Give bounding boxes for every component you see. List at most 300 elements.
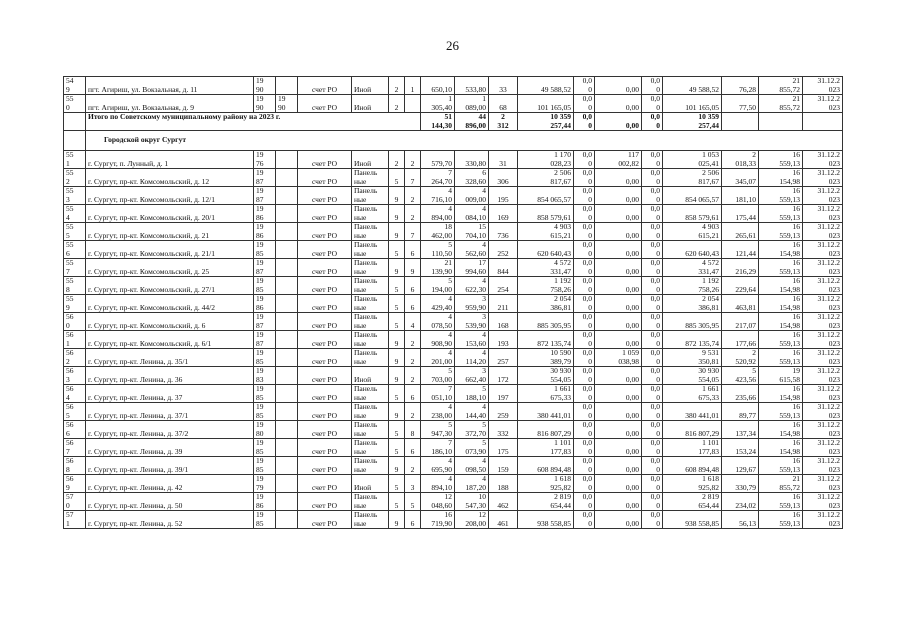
cell-residents: 254 xyxy=(489,277,518,295)
cell-year-built: 19 80 xyxy=(254,421,276,439)
cell-floors: 5 xyxy=(389,493,405,511)
cell-cost-per-sqm: 229,64 xyxy=(722,277,759,295)
cell-address: пгт. Агириш, ул. Вокзальная, д. 9 xyxy=(86,95,254,113)
cell-total-cost: 30 930 554,05 xyxy=(518,367,574,385)
cell-fund-regional: 0,00 xyxy=(595,385,642,403)
cell-fund-owners: 885 305,95 xyxy=(663,313,722,331)
cell-row-number: 55 8 xyxy=(64,277,86,295)
cell-entrances: 2 xyxy=(405,205,421,223)
cell-address: г. Сургут, пр-кт. Ленина, д. 52 xyxy=(86,511,254,529)
cell-address: г. Сургут, пр-кт. Комсомольский, д. 12/1 xyxy=(86,187,254,205)
cell-wall-material: Панель ные xyxy=(352,331,389,349)
cell-cost-limit: 16 559,13 xyxy=(759,205,803,223)
cell-fund-local: 0,0 0 xyxy=(642,403,663,421)
cell-total-cost: 101 165,05 xyxy=(518,95,574,113)
cell-fund-owners: 9 531 350,81 xyxy=(663,349,722,367)
cell-address: г. Сургут, пр-кт. Ленина, д. 37/2 xyxy=(86,421,254,439)
cell-fund-local: 0,0 0 xyxy=(642,313,663,331)
cell-wall-material: Панель ные xyxy=(352,385,389,403)
cell-cost-limit: 21 855,72 xyxy=(759,95,803,113)
cell-cost-per-sqm: 129,67 xyxy=(722,457,759,475)
cell-cost-per-sqm: 56,13 xyxy=(722,511,759,529)
cell-fund-owners: 2 506 817,67 xyxy=(663,169,722,187)
cell-floors: 5 xyxy=(389,169,405,187)
cell-row-number: 55 2 xyxy=(64,169,86,187)
cell-completion-date: 31.12.2 023 xyxy=(803,331,843,349)
cell-fund-federal: 0,0 0 xyxy=(574,77,595,95)
total-row xyxy=(64,113,843,131)
cell-total-area: 12 048,60 xyxy=(421,493,455,511)
cell-cost-per-sqm: 2 018,33 xyxy=(722,151,759,169)
cell-total-cost: 4 903 615,21 xyxy=(518,223,574,241)
cell-entrances: 6 xyxy=(405,241,421,259)
cell-total-cost: 1 170 028,23 xyxy=(518,151,574,169)
cell-fund-method: счет РО xyxy=(298,77,352,95)
cell-address: г. Сургут, пр-кт. Ленина, д. 37 xyxy=(86,385,254,403)
cell-wall-material: Иной xyxy=(352,367,389,385)
cell-fund-method: счет РО xyxy=(298,385,352,403)
cell-fund-method: счет РО xyxy=(298,277,352,295)
cell-entrances: 5 xyxy=(405,493,421,511)
cell-fund-owners: 1 661 675,33 xyxy=(663,385,722,403)
cell-wall-material: Панель ные xyxy=(352,439,389,457)
table-row xyxy=(64,493,843,511)
cell-living-area: 4 098,50 xyxy=(455,457,489,475)
cell-fund-local: 0,0 0 xyxy=(642,77,663,95)
cell-total-area: 4 201,00 xyxy=(421,349,455,367)
cell-residents: 175 xyxy=(489,439,518,457)
cell-completion-date: 31.12.2 023 xyxy=(803,403,843,421)
table-row xyxy=(64,349,843,367)
table-row xyxy=(64,277,843,295)
cell-fund-local: 0,0 0 xyxy=(642,511,663,529)
cell-year-commissioned xyxy=(276,439,298,457)
cell-fund-method: счет РО xyxy=(298,403,352,421)
cell-residents: 259 xyxy=(489,403,518,421)
total-residents: 2 312 xyxy=(489,113,518,131)
cell-residents: 252 xyxy=(489,241,518,259)
cell-year-commissioned xyxy=(276,313,298,331)
cell-completion-date: 31.12.2 023 xyxy=(803,295,843,313)
cell-address: г. Сургут, пр-кт. Комсомольский, д. 21 xyxy=(86,223,254,241)
table-row xyxy=(64,77,843,95)
cell-completion-date: 31.12.2 023 xyxy=(803,187,843,205)
cell-fund-method: счет РО xyxy=(298,295,352,313)
cell-wall-material: Панель ные xyxy=(352,511,389,529)
cell-year-built: 19 79 xyxy=(254,475,276,493)
cell-total-cost: 4 572 331,47 xyxy=(518,259,574,277)
cell-cost-limit: 16 154,98 xyxy=(759,277,803,295)
cell-cost-limit: 16 559,13 xyxy=(759,331,803,349)
cell-completion-date: 31.12.2 023 xyxy=(803,385,843,403)
cell-fund-owners: 2 819 654,44 xyxy=(663,493,722,511)
cell-cost-limit: 19 615,58 xyxy=(759,367,803,385)
cell-total-cost: 854 065,57 xyxy=(518,187,574,205)
cell-address: г. Сургут, пр-кт. Комсомольский, д. 27/1 xyxy=(86,277,254,295)
cell-total-area: 4 695,90 xyxy=(421,457,455,475)
cell-wall-material: Иной xyxy=(352,77,389,95)
total-total-area: 51 144,30 xyxy=(421,113,455,131)
cell-floors: 2 xyxy=(389,95,405,113)
cell-wall-material: Панель ные xyxy=(352,187,389,205)
cell-living-area: 3 539,90 xyxy=(455,313,489,331)
cell-year-built: 19 85 xyxy=(254,241,276,259)
cell-row-number: 55 1 xyxy=(64,151,86,169)
cell-fund-owners: 1 192 758,26 xyxy=(663,277,722,295)
cell-total-cost: 608 894,48 xyxy=(518,457,574,475)
cell-completion-date: 31.12.2 023 xyxy=(803,457,843,475)
cell-floors: 9 xyxy=(389,511,405,529)
cell-completion-date: 31.12.2 023 xyxy=(803,421,843,439)
table-row xyxy=(64,403,843,421)
cell-fund-federal: 0,0 0 xyxy=(574,241,595,259)
cell-row-number: 56 2 xyxy=(64,349,86,367)
cell-living-area: 4 084,10 xyxy=(455,205,489,223)
cell-entrances: 2 xyxy=(405,331,421,349)
cell-address: г. Сургут, пр-кт. Комсомольский, д. 21/1 xyxy=(86,241,254,259)
cell-total-cost: 858 579,61 xyxy=(518,205,574,223)
cell-wall-material: Панель ные xyxy=(352,223,389,241)
cell-entrances: 4 xyxy=(405,313,421,331)
cell-fund-local: 0,0 0 xyxy=(642,187,663,205)
cell-floors: 2 xyxy=(389,151,405,169)
table-row xyxy=(64,475,843,493)
cell-fund-regional: 0,00 xyxy=(595,475,642,493)
cell-floors: 2 xyxy=(389,77,405,95)
cell-cost-limit: 16 559,13 xyxy=(759,511,803,529)
cell-fund-regional: 0,00 xyxy=(595,367,642,385)
cell-total-cost: 885 305,95 xyxy=(518,313,574,331)
cell-total-area: 18 462,00 xyxy=(421,223,455,241)
cell-residents: 172 xyxy=(489,367,518,385)
cell-living-area: 330,80 xyxy=(455,151,489,169)
cell-fund-owners: 4 572 331,47 xyxy=(663,259,722,277)
cell-wall-material: Иной xyxy=(352,475,389,493)
cell-year-commissioned xyxy=(276,331,298,349)
cell-fund-method: счет РО xyxy=(298,331,352,349)
cell-row-number: 57 0 xyxy=(64,493,86,511)
cell-total-cost: 2 054 386,81 xyxy=(518,295,574,313)
table-row xyxy=(64,187,843,205)
cell-wall-material: Иной xyxy=(352,151,389,169)
cell-floors: 5 xyxy=(389,439,405,457)
cell-completion-date: 31.12.2 023 xyxy=(803,151,843,169)
cell-wall-material: Панель ные xyxy=(352,493,389,511)
table-row xyxy=(64,421,843,439)
cell-wall-material: Иной xyxy=(352,95,389,113)
cell-fund-owners: 380 441,01 xyxy=(663,403,722,421)
cell-residents: 193 xyxy=(489,331,518,349)
cell-year-built: 19 87 xyxy=(254,187,276,205)
cell-residents: 844 xyxy=(489,259,518,277)
cell-fund-local: 0,0 0 xyxy=(642,349,663,367)
cell-row-number: 55 4 xyxy=(64,205,86,223)
cell-fund-local: 0,0 0 xyxy=(642,439,663,457)
cell-entrances xyxy=(405,95,421,113)
cell-wall-material: Панель ные xyxy=(352,313,389,331)
cell-fund-regional: 0,00 xyxy=(595,511,642,529)
cell-living-area: 6 328,60 xyxy=(455,169,489,187)
cell-total-cost: 49 588,52 xyxy=(518,77,574,95)
cell-wall-material: Панель ные xyxy=(352,169,389,187)
cell-empty xyxy=(722,113,759,131)
cell-cost-limit: 16 154,98 xyxy=(759,385,803,403)
cell-residents: 195 xyxy=(489,187,518,205)
cell-total-area: 1 305,40 xyxy=(421,95,455,113)
cell-floors: 5 xyxy=(389,277,405,295)
cell-total-area: 4 429,40 xyxy=(421,295,455,313)
cell-living-area: 3 662,40 xyxy=(455,367,489,385)
cell-fund-method: счет РО xyxy=(298,151,352,169)
cell-year-commissioned xyxy=(276,241,298,259)
cell-completion-date: 31.12.2 023 xyxy=(803,475,843,493)
cell-address: г. Сургут, пр-кт. Комсомольский, д. 6 xyxy=(86,313,254,331)
cell-completion-date: 31.12.2 023 xyxy=(803,95,843,113)
total-fund-local: 0,0 0 xyxy=(642,113,663,131)
cell-year-commissioned xyxy=(276,187,298,205)
cell-entrances: 7 xyxy=(405,223,421,241)
cell-fund-federal: 0,0 0 xyxy=(574,403,595,421)
cell-entrances: 3 xyxy=(405,475,421,493)
cell-total-area: 4 908,90 xyxy=(421,331,455,349)
register-body xyxy=(64,77,843,529)
cell-fund-local: 0,0 0 xyxy=(642,367,663,385)
cell-fund-owners: 49 588,52 xyxy=(663,77,722,95)
cell-address: пгт. Агириш, ул. Вокзальная, д. 11 xyxy=(86,77,254,95)
cell-fund-owners: 858 579,61 xyxy=(663,205,722,223)
cell-floors: 9 xyxy=(389,349,405,367)
cell-cost-per-sqm: 330,79 xyxy=(722,475,759,493)
cell-living-area: 4 114,20 xyxy=(455,349,489,367)
cell-total-cost: 1 101 177,83 xyxy=(518,439,574,457)
cell-fund-regional: 0,00 xyxy=(595,493,642,511)
cell-living-area: 5 073,90 xyxy=(455,439,489,457)
table-row xyxy=(64,241,843,259)
cell-year-commissioned xyxy=(276,205,298,223)
cell-cost-limit: 21 855,72 xyxy=(759,475,803,493)
cell-row-number: 57 1 xyxy=(64,511,86,529)
cell-total-cost: 1 192 758,26 xyxy=(518,277,574,295)
cell-year-commissioned xyxy=(276,151,298,169)
cell-total-cost: 1 661 675,33 xyxy=(518,385,574,403)
cell-year-built: 19 83 xyxy=(254,367,276,385)
table-row xyxy=(64,331,843,349)
cell-total-area: 4 716,10 xyxy=(421,187,455,205)
cell-total-cost: 1 618 925,82 xyxy=(518,475,574,493)
cell-floors: 5 xyxy=(389,475,405,493)
cell-living-area: 1 089,00 xyxy=(455,95,489,113)
cell-residents: 188 xyxy=(489,475,518,493)
cell-residents: 68 xyxy=(489,95,518,113)
total-fund-owners: 10 359 257,44 xyxy=(663,113,722,131)
cell-cost-per-sqm: 175,44 xyxy=(722,205,759,223)
cell-fund-owners: 2 054 386,81 xyxy=(663,295,722,313)
cell-cost-limit: 16 559,13 xyxy=(759,457,803,475)
cell-fund-method: счет РО xyxy=(298,457,352,475)
cell-address: г. Сургут, пр-кт. Комсомольский, д. 25 xyxy=(86,259,254,277)
cell-address: г. Сургут, пр-кт. Ленина, д. 36 xyxy=(86,367,254,385)
cell-fund-local: 0,0 0 xyxy=(642,151,663,169)
cell-floors: 5 xyxy=(389,295,405,313)
cell-fund-method: счет РО xyxy=(298,511,352,529)
cell-fund-federal: 0,0 0 xyxy=(574,349,595,367)
cell-fund-regional: 0,00 xyxy=(595,77,642,95)
cell-year-built: 19 86 xyxy=(254,223,276,241)
cell-fund-local: 0,0 0 xyxy=(642,205,663,223)
table-row xyxy=(64,457,843,475)
cell-year-commissioned xyxy=(276,277,298,295)
cell-fund-owners: 854 065,57 xyxy=(663,187,722,205)
cell-fund-owners: 1 053 025,41 xyxy=(663,151,722,169)
cell-fund-regional: 0,00 xyxy=(595,403,642,421)
cell-row-number: 55 9 xyxy=(64,295,86,313)
cell-entrances: 1 xyxy=(405,77,421,95)
cell-fund-owners: 30 930 554,05 xyxy=(663,367,722,385)
cell-cost-limit: 16 154,98 xyxy=(759,313,803,331)
section-row xyxy=(64,131,843,151)
cell-year-built: 19 90 xyxy=(254,95,276,113)
cell-floors: 9 xyxy=(389,205,405,223)
total-total-cost: 10 359 257,44 xyxy=(518,113,574,131)
cell-fund-regional: 0,00 xyxy=(595,241,642,259)
cell-total-area: 7 186,10 xyxy=(421,439,455,457)
cell-fund-federal: 0,0 0 xyxy=(574,205,595,223)
cell-living-area: 5 372,70 xyxy=(455,421,489,439)
cell-fund-owners: 938 558,85 xyxy=(663,511,722,529)
cell-year-built: 19 87 xyxy=(254,169,276,187)
cell-wall-material: Панель ные xyxy=(352,241,389,259)
cell-year-commissioned xyxy=(276,457,298,475)
cell-fund-regional: 0,00 xyxy=(595,439,642,457)
cell-year-commissioned xyxy=(276,169,298,187)
cell-cost-per-sqm: 137,34 xyxy=(722,421,759,439)
cell-entrances: 6 xyxy=(405,385,421,403)
cell-row-number: 56 5 xyxy=(64,403,86,421)
cell-row-number: 55 0 xyxy=(64,95,86,113)
cell-residents: 197 xyxy=(489,385,518,403)
cell-residents: 33 xyxy=(489,77,518,95)
cell-year-built: 19 86 xyxy=(254,493,276,511)
cell-year-commissioned: 19 90 xyxy=(276,95,298,113)
cell-residents: 332 xyxy=(489,421,518,439)
cell-completion-date: 31.12.2 023 xyxy=(803,349,843,367)
cell-fund-method: счет РО xyxy=(298,439,352,457)
cell-total-area: 4 238,00 xyxy=(421,403,455,421)
cell-fund-method: счет РО xyxy=(298,169,352,187)
cell-living-area: 17 994,60 xyxy=(455,259,489,277)
cell-floors: 9 xyxy=(389,223,405,241)
cell-wall-material: Панель ные xyxy=(352,457,389,475)
cell-fund-federal: 0,0 0 xyxy=(574,493,595,511)
cell-fund-owners: 816 807,29 xyxy=(663,421,722,439)
cell-completion-date: 31.12.2 023 xyxy=(803,313,843,331)
cell-fund-federal: 0,0 0 xyxy=(574,475,595,493)
cell-total-area: 16 719,90 xyxy=(421,511,455,529)
cell-fund-local: 0,0 0 xyxy=(642,421,663,439)
cell-living-area: 4 153,60 xyxy=(455,331,489,349)
table-row xyxy=(64,223,843,241)
cell-total-area: 21 139,90 xyxy=(421,259,455,277)
cell-fund-federal: 0,0 0 xyxy=(574,95,595,113)
table-row xyxy=(64,205,843,223)
cell-completion-date: 31.12.2 023 xyxy=(803,277,843,295)
cell-total-area: 650,10 xyxy=(421,77,455,95)
cell-floors: 9 xyxy=(389,187,405,205)
cell-year-commissioned xyxy=(276,259,298,277)
cell-row-number: 56 9 xyxy=(64,475,86,493)
cell-year-built: 19 76 xyxy=(254,151,276,169)
cell-wall-material: Панель ные xyxy=(352,403,389,421)
cell-fund-local: 0,0 0 xyxy=(642,223,663,241)
cell-entrances: 2 xyxy=(405,457,421,475)
cell-residents: 159 xyxy=(489,457,518,475)
cell-year-commissioned xyxy=(276,493,298,511)
cell-floors: 9 xyxy=(389,259,405,277)
cell-completion-date: 31.12.2 023 xyxy=(803,223,843,241)
cell-fund-regional: 0,00 xyxy=(595,295,642,313)
cell-fund-local: 0,0 0 xyxy=(642,95,663,113)
cell-fund-regional: 0,00 xyxy=(595,331,642,349)
cell-total-area: 7 264,70 xyxy=(421,169,455,187)
cell-row-number: 56 7 xyxy=(64,439,86,457)
cell-fund-regional: 0,00 xyxy=(595,259,642,277)
cell-empty xyxy=(64,131,86,151)
cell-fund-federal: 0,0 0 xyxy=(574,295,595,313)
cell-floors: 5 xyxy=(389,241,405,259)
table-row xyxy=(64,313,843,331)
cell-year-built: 19 87 xyxy=(254,313,276,331)
cell-floors: 5 xyxy=(389,313,405,331)
table-row xyxy=(64,95,843,113)
cell-fund-local: 0,0 0 xyxy=(642,169,663,187)
cell-cost-limit: 16 154,98 xyxy=(759,295,803,313)
table-row xyxy=(64,295,843,313)
cell-fund-local: 0,0 0 xyxy=(642,493,663,511)
cell-floors: 9 xyxy=(389,331,405,349)
cell-wall-material: Панель ные xyxy=(352,259,389,277)
cell-year-built: 19 85 xyxy=(254,277,276,295)
cell-residents: 257 xyxy=(489,349,518,367)
cell-cost-per-sqm: 77,50 xyxy=(722,95,759,113)
cell-cost-limit: 16 154,98 xyxy=(759,241,803,259)
table-row xyxy=(64,385,843,403)
cell-cost-limit: 16 559,13 xyxy=(759,493,803,511)
cell-total-cost: 938 558,85 xyxy=(518,511,574,529)
cell-total-cost: 380 441,01 xyxy=(518,403,574,421)
cell-living-area: 4 622,30 xyxy=(455,277,489,295)
cell-cost-limit: 16 559,13 xyxy=(759,151,803,169)
cell-fund-method: счет РО xyxy=(298,421,352,439)
cell-living-area: 4 562,60 xyxy=(455,241,489,259)
cell-year-built: 19 86 xyxy=(254,295,276,313)
cell-fund-federal: 0,0 0 xyxy=(574,259,595,277)
cell-completion-date: 31.12.2 023 xyxy=(803,169,843,187)
cell-total-cost: 872 135,74 xyxy=(518,331,574,349)
cell-entrances: 8 xyxy=(405,421,421,439)
cell-living-area: 15 704,10 xyxy=(455,223,489,241)
cell-row-number: 56 3 xyxy=(64,367,86,385)
cell-entrances: 2 xyxy=(405,403,421,421)
cell-fund-regional: 0,00 xyxy=(595,421,642,439)
cell-row-number: 55 7 xyxy=(64,259,86,277)
cell-fund-owners: 101 165,05 xyxy=(663,95,722,113)
cell-fund-method: счет РО xyxy=(298,475,352,493)
cell-fund-regional: 0,00 xyxy=(595,457,642,475)
cell-floors: 9 xyxy=(389,367,405,385)
cell-fund-owners: 620 640,43 xyxy=(663,241,722,259)
cell-entrances: 2 xyxy=(405,187,421,205)
cell-fund-method: счет РО xyxy=(298,223,352,241)
